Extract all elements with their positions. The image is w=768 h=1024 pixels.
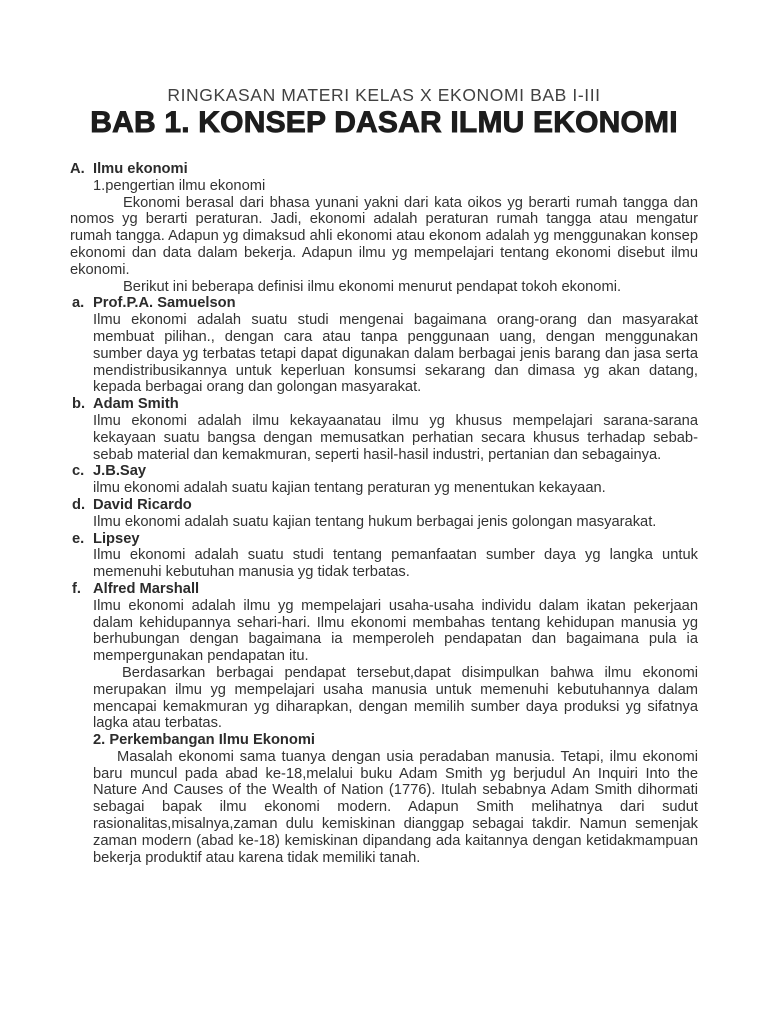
definition-item-lipsey bbox=[70, 531, 698, 581]
definition-label: b. bbox=[72, 396, 86, 413]
definition-item-alfred-marshall bbox=[70, 581, 698, 665]
definition-body: Ilmu ekonomi adalah suatu studi mengenai bagaimana orang-orang dan masyarakat membuat pilihan., dengan cara atau tanpa penggunaan uang, dengan menggunakan sumber daya yg terbatas tetapi dapat digunakan dalam berbagai jenis barang dan jasa serta mendistribusikannya untuk keperluan konsumsi sekarang dan dimasa yg akan datang, kepada berbagai orang dan golongan masyarakat. bbox=[93, 312, 698, 396]
definition-item-samuelson bbox=[70, 295, 698, 396]
definition-item-adam-smith bbox=[70, 396, 698, 463]
subsection-2-heading: 2. Perkembangan Ilmu Ekonomi bbox=[93, 732, 316, 749]
subsection-1-heading: 1.pengertian ilmu ekonomi bbox=[93, 177, 266, 194]
page-title: BAB 1. KONSEP DASAR ILMU EKONOMI bbox=[90, 106, 678, 139]
document-body bbox=[70, 161, 698, 866]
definition-label: f. bbox=[72, 580, 81, 597]
intro-paragraph: Ekonomi berasal dari bhasa yunani yakni dari kata oikos yg berarti rumah tangga dan nomos yg berarti peraturan. Jadi, ekonomi adalah peraturan rumah tangga atau mengatur rumah tangga. Adapun yg dimaksud ahli ekonomi atau ekonom adalah yg menggunakan konsep ekonomi dan data dalam bekerja. Adapun ilmu yg mempelajari tentang ekonomi disebut ilmu ekonomi. bbox=[70, 194, 698, 278]
definition-body: Ilmu ekonomi adalah suatu kajian tentang hukum berbagai jenis golongan masyarakat. bbox=[93, 513, 657, 530]
document-header: RINGKASAN MATERI KELAS X EKONOMI BAB I-III bbox=[167, 85, 601, 105]
definition-name: Adam Smith bbox=[93, 396, 179, 413]
section-a-label: A. bbox=[70, 161, 85, 177]
definition-label: a. bbox=[72, 295, 85, 312]
definition-name: Alfred Marshall bbox=[93, 580, 200, 597]
definition-name: Prof.P.A. Samuelson bbox=[93, 295, 236, 312]
development-paragraph: Masalah ekonomi sama tuanya dengan usia peradaban manusia. Tetapi, ilmu ekonomi baru muncul pada abad ke-18,melalui buku Adam Smith yg berjudul An Inquiri Into the Nature And Causes of the Wealth of Nation (1776). Itulah sebabnya Adam Smith dihormati sebagai bapak ilmu ekonomi modern. Adapun Smith melihatnya dari sudut rasionalitas,misalnya,zaman dulu kemiskinan dianggap sebagai takdir. Namun semenjak zaman modern (abad ke-18) kemiskinan dipandang ada kaitannya dengan ketidakmampuan bekerja produktif atau karena tidak memiliki tanah. bbox=[93, 748, 698, 866]
conclusion-paragraph: Berdasarkan berbagai pendapat tersebut,dapat disimpulkan bahwa ilmu ekonomi merupakan ilmu yg mempelajari usaha manusia untuk memenuhi kebutuhannya dalam mencapai kemakmuran yg diharapkan, dengan memilih sumber daya produksi yg sifatnya lagka atau terbatas. bbox=[93, 664, 698, 732]
definition-item-david-ricardo bbox=[70, 497, 698, 531]
definition-body: ilmu ekonomi adalah suatu kajian tentang peraturan yg menentukan kekayaan. bbox=[93, 480, 606, 497]
definition-name: Lipsey bbox=[93, 530, 140, 547]
definition-label: c. bbox=[72, 463, 85, 480]
definition-label: d. bbox=[72, 496, 86, 513]
definition-item-jbsay bbox=[70, 463, 698, 497]
section-a-heading-row bbox=[70, 161, 698, 178]
definition-body: Ilmu ekonomi adalah suatu studi tentang pemanfaatan sumber daya yg langka untuk memenuhi kebutuhan manusia yg tidak terbatas. bbox=[93, 547, 698, 581]
section-a-heading: Ilmu ekonomi bbox=[93, 161, 188, 177]
definition-body: Ilmu ekonomi adalah ilmu yg mempelajari usaha-usaha individu dalam ikatan pekerjaan dalam kehidupannya sehari-hari. Ilmu ekonomi membahas tentang kehidupan manusia yg berhubungan dengan bagaimana ia memperoleh pendapatan dan bagaimana pula ia mempergunakan pendapatan itu. bbox=[93, 597, 698, 665]
definition-body: Ilmu ekonomi adalah ilmu kekayaanatau ilmu yg khusus mempelajari sarana-sarana kekayaan suatu bangsa dengan memusatkan perhatian secara khusus terhadap sebab-sebab material dan kemakmuran, seperti hasil-hasil industri, pertanian dan sebagainya. bbox=[93, 412, 698, 463]
definition-label: e. bbox=[72, 530, 85, 547]
definition-name: David Ricardo bbox=[93, 496, 192, 513]
intro-note: Berikut ini beberapa definisi ilmu ekonomi menurut pendapat tokoh ekonomi. bbox=[123, 278, 622, 295]
definition-name: J.B.Say bbox=[93, 463, 147, 480]
